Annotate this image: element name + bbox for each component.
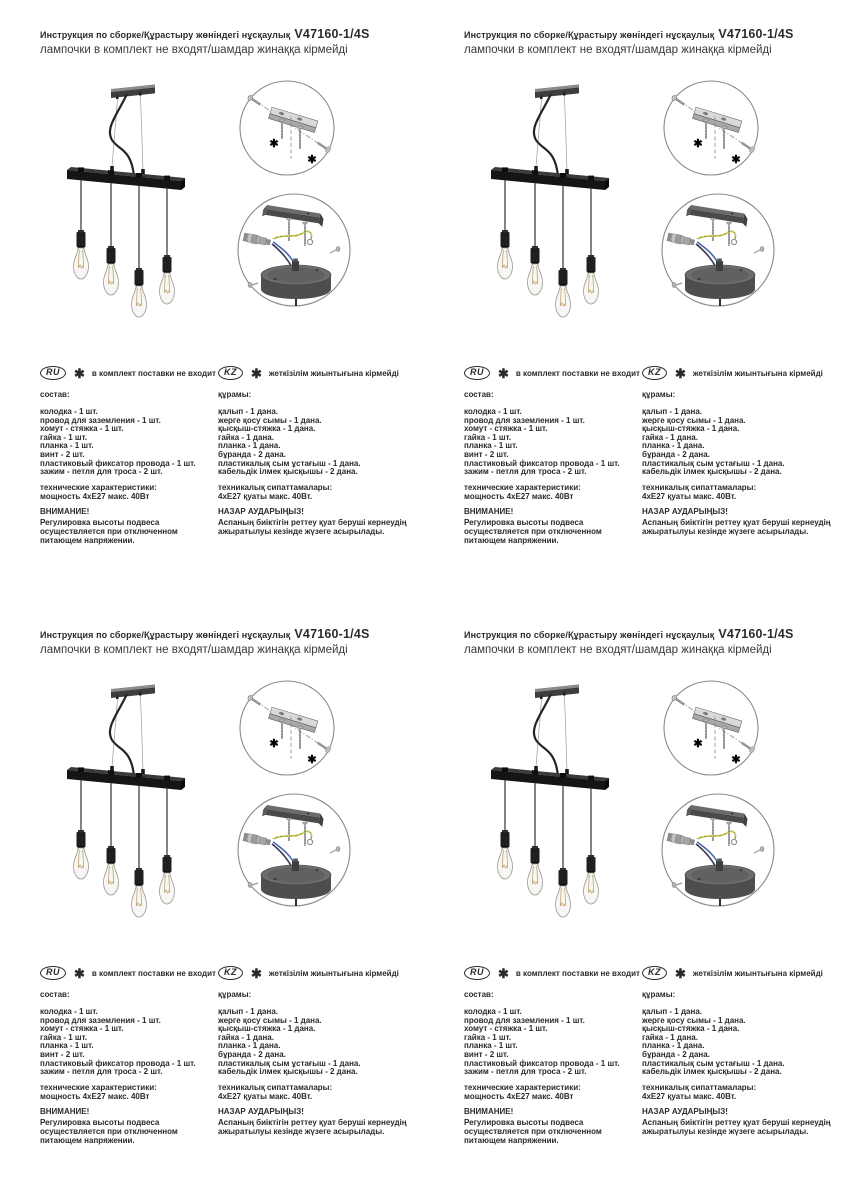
ru-tech-title: технические характеристики: bbox=[40, 482, 157, 492]
sheet-header bbox=[40, 627, 422, 656]
component-list-item: жерге қосу сымы - 1 дана. bbox=[642, 1015, 746, 1025]
component-list-item: бұранда - 2 дана. bbox=[218, 449, 286, 459]
ru-component-list bbox=[40, 408, 216, 477]
language-columns bbox=[464, 965, 844, 1145]
ru-column bbox=[40, 365, 216, 545]
kz-component-list bbox=[218, 408, 420, 477]
kz-column bbox=[642, 965, 844, 1145]
kz-lang-row bbox=[218, 965, 420, 981]
canopy-wiring-detail-drawing bbox=[655, 189, 781, 313]
component-list-item: планка - 1 дана. bbox=[642, 1041, 705, 1051]
lamp-assembly-drawing bbox=[55, 80, 215, 320]
component-list-item: қысқыш-стяжка - 1 дана. bbox=[642, 1024, 740, 1034]
kz-tech-value: 4хЕ27 қуаты макс. 40Вт. bbox=[218, 1091, 313, 1101]
kz-tech-specs bbox=[218, 483, 420, 501]
ru-column bbox=[464, 365, 640, 545]
kz-warning bbox=[218, 1107, 420, 1136]
component-list-item: колодка - 1 шт. bbox=[40, 407, 98, 416]
kz-warning bbox=[642, 507, 844, 536]
ru-column bbox=[40, 965, 216, 1145]
component-list-item: пластикалық сым ұстағыш - 1 дана. bbox=[642, 458, 785, 468]
component-list-item: гайка - 1 шт. bbox=[464, 432, 512, 442]
kz-warning-title: НАЗАР АУДАРЫҢЫЗ! bbox=[642, 506, 728, 516]
kz-warning-title: НАЗАР АУДАРЫҢЫЗ! bbox=[642, 1106, 728, 1116]
kz-column bbox=[218, 965, 420, 1145]
component-list-item: бұранда - 2 дана. bbox=[218, 1049, 286, 1059]
component-list-item: қысқыш-стяжка - 1 дана. bbox=[218, 1024, 316, 1034]
kz-language-badge: KZ bbox=[642, 966, 667, 980]
ru-tech-specs bbox=[464, 483, 640, 501]
asterisk-icon: ✱ bbox=[498, 965, 509, 981]
language-columns bbox=[40, 965, 420, 1145]
ru-list-title: состав: bbox=[40, 990, 70, 999]
ru-warning-text: Регулировка высоты подвеса осуществляется при отключенном питающем напряжении. bbox=[40, 1117, 178, 1145]
title-text: Инструкция по сборке/Құрастыру жөніндегі нұсқаулық bbox=[464, 30, 715, 40]
model-number: V47160-1/4S bbox=[294, 27, 370, 41]
component-list-item: планка - 1 дана. bbox=[642, 441, 705, 451]
component-list-item: жерге қосу сымы - 1 дана. bbox=[642, 415, 746, 425]
component-list-item: кабельдік ілмек қысқышы - 2 дана. bbox=[642, 467, 782, 477]
component-list-item: бұранда - 2 дана. bbox=[642, 449, 710, 459]
ru-list-title: состав: bbox=[464, 390, 494, 399]
kz-tech-specs bbox=[642, 1083, 844, 1101]
ru-list-title: состав: bbox=[464, 990, 494, 999]
title-text: Инструкция по сборке/Құрастыру жөніндегі нұсқаулық bbox=[464, 630, 715, 640]
ru-warning bbox=[40, 1107, 216, 1145]
component-list-item: хомут - стяжка - 1 шт. bbox=[40, 424, 124, 434]
model-number: V47160-1/4S bbox=[718, 27, 794, 41]
canopy-wiring-detail-drawing bbox=[231, 189, 357, 313]
ru-language-badge: RU bbox=[464, 366, 490, 380]
kz-tech-specs bbox=[218, 1083, 420, 1101]
mounting-bracket-detail-drawing bbox=[652, 79, 770, 177]
bulbs-not-included-note: лампочки в комплект не входят/шамдар жинаққа кірмейді bbox=[464, 644, 772, 656]
kz-column bbox=[642, 365, 844, 545]
kz-warning-text: Аспаның биіктігін реттеу қуат беруші кернеудің ажыратылуы кезінде жүзеге асырылады. bbox=[218, 1117, 407, 1136]
kz-tech-title: техникалық сипаттамалары: bbox=[642, 482, 757, 492]
component-list-item: қалып - 1 дана. bbox=[642, 1007, 703, 1016]
ru-warning bbox=[464, 507, 640, 545]
ru-warning-title: ВНИМАНИЕ! bbox=[464, 506, 514, 516]
ru-component-list bbox=[464, 408, 640, 477]
ru-language-badge: RU bbox=[40, 366, 66, 380]
instruction-sheet-1 bbox=[0, 0, 424, 600]
ru-not-included-note: в комплект поставки не входит bbox=[91, 969, 216, 978]
component-list-item: гайка - 1 дана. bbox=[642, 1032, 698, 1042]
kz-lang-row bbox=[642, 965, 844, 981]
ru-column bbox=[464, 965, 640, 1145]
kz-tech-value: 4хЕ27 қуаты макс. 40Вт. bbox=[218, 491, 313, 501]
kz-component-list bbox=[642, 408, 844, 477]
component-list-item: гайка - 1 дана. bbox=[642, 432, 698, 442]
component-list-item: планка - 1 шт. bbox=[40, 441, 94, 451]
ru-warning-text: Регулировка высоты подвеса осуществляется при отключенном питающем напряжении. bbox=[40, 517, 178, 545]
kz-language-badge: KZ bbox=[218, 366, 243, 380]
component-list-item: гайка - 1 шт. bbox=[464, 1032, 512, 1042]
mounting-bracket-detail-drawing bbox=[652, 679, 770, 777]
lamp-assembly-drawing bbox=[479, 680, 639, 920]
ru-tech-specs bbox=[40, 483, 216, 501]
component-list-item: провод для заземления - 1 шт. bbox=[40, 1015, 161, 1025]
kz-language-badge: KZ bbox=[218, 966, 243, 980]
title-text: Инструкция по сборке/Құрастыру жөніндегі нұсқаулық bbox=[40, 630, 291, 640]
component-list-item: қалып - 1 дана. bbox=[218, 407, 279, 416]
ru-tech-title: технические характеристики: bbox=[40, 1082, 157, 1092]
model-number: V47160-1/4S bbox=[718, 627, 794, 641]
ru-component-list bbox=[40, 1008, 216, 1077]
asterisk-icon: ✱ bbox=[74, 365, 85, 381]
component-list-item: зажим - петля для троса - 2 шт. bbox=[464, 467, 587, 477]
mounting-bracket-detail-drawing bbox=[228, 679, 346, 777]
kz-tech-value: 4хЕ27 қуаты макс. 40Вт. bbox=[642, 491, 737, 501]
language-columns bbox=[40, 365, 420, 545]
ru-warning-title: ВНИМАНИЕ! bbox=[40, 1106, 90, 1116]
instruction-sheet-4 bbox=[424, 600, 849, 1200]
bulbs-not-included-note: лампочки в комплект не входят/шамдар жинаққа кірмейді bbox=[40, 644, 348, 656]
ru-language-badge: RU bbox=[464, 966, 490, 980]
ru-language-badge: RU bbox=[40, 966, 66, 980]
kz-warning-title: НАЗАР АУДАРЫҢЫЗ! bbox=[218, 506, 304, 516]
asterisk-icon: ✱ bbox=[675, 965, 686, 981]
kz-lang-row bbox=[642, 365, 844, 381]
model-number: V47160-1/4S bbox=[294, 627, 370, 641]
kz-lang-row bbox=[218, 365, 420, 381]
ru-tech-title: технические характеристики: bbox=[464, 1082, 581, 1092]
kz-list-title: құрамы: bbox=[218, 390, 252, 399]
component-list-item: жерге қосу сымы - 1 дана. bbox=[218, 415, 322, 425]
instruction-sheet-3 bbox=[0, 600, 424, 1200]
component-list-item: винт - 2 шт. bbox=[464, 1049, 509, 1059]
component-list-item: қалып - 1 дана. bbox=[642, 407, 703, 416]
canopy-wiring-detail-drawing bbox=[655, 789, 781, 913]
component-list-item: провод для заземления - 1 шт. bbox=[40, 415, 161, 425]
kz-warning bbox=[642, 1107, 844, 1136]
ru-warning bbox=[40, 507, 216, 545]
ru-list-title: состав: bbox=[40, 390, 70, 399]
lamp-assembly-drawing bbox=[55, 680, 215, 920]
component-list-item: планка - 1 шт. bbox=[40, 1041, 94, 1051]
component-list-item: пластиковый фиксатор провода - 1 шт. bbox=[464, 458, 620, 468]
kz-warning-text: Аспаның биіктігін реттеу қуат беруші кернеудің ажыратылуы кезінде жүзеге асырылады. bbox=[642, 1117, 831, 1136]
assembly-instruction-title bbox=[40, 627, 422, 641]
kz-list-title: құрамы: bbox=[642, 990, 676, 999]
kz-not-included-note: жеткізілім жиынтығына кірмейді bbox=[268, 969, 399, 978]
asterisk-icon: ✱ bbox=[251, 365, 262, 381]
kz-tech-specs bbox=[642, 483, 844, 501]
component-list-item: пластиковый фиксатор провода - 1 шт. bbox=[40, 458, 196, 468]
language-columns bbox=[464, 365, 844, 545]
sheet-header bbox=[40, 27, 422, 56]
component-list-item: гайка - 1 дана. bbox=[218, 1032, 274, 1042]
ru-lang-row bbox=[40, 965, 216, 981]
component-list-item: қалып - 1 дана. bbox=[218, 1007, 279, 1016]
ru-warning-text: Регулировка высоты подвеса осуществляется при отключенном питающем напряжении. bbox=[464, 1117, 602, 1145]
component-list-item: бұранда - 2 дана. bbox=[642, 1049, 710, 1059]
sheet-header bbox=[464, 627, 846, 656]
asterisk-icon: ✱ bbox=[74, 965, 85, 981]
kz-language-badge: KZ bbox=[642, 366, 667, 380]
component-list-item: винт - 2 шт. bbox=[40, 449, 85, 459]
kz-warning-title: НАЗАР АУДАРЫҢЫЗ! bbox=[218, 1106, 304, 1116]
ru-warning-title: ВНИМАНИЕ! bbox=[464, 1106, 514, 1116]
component-list-item: планка - 1 шт. bbox=[464, 1041, 518, 1051]
component-list-item: хомут - стяжка - 1 шт. bbox=[464, 424, 548, 434]
ru-not-included-note: в комплект поставки не входит bbox=[515, 969, 640, 978]
component-list-item: колодка - 1 шт. bbox=[40, 1007, 98, 1016]
title-text: Инструкция по сборке/Құрастыру жөніндегі нұсқаулық bbox=[40, 30, 291, 40]
ru-tech-specs bbox=[40, 1083, 216, 1101]
component-list-item: кабельдік ілмек қысқышы - 2 дана. bbox=[218, 1067, 358, 1077]
ru-tech-value: мощность 4хЕ27 макс. 40Вт bbox=[40, 491, 150, 501]
ru-lang-row bbox=[464, 965, 640, 981]
kz-warning-text: Аспаның биіктігін реттеу қуат беруші кернеудің ажыратылуы кезінде жүзеге асырылады. bbox=[642, 517, 831, 536]
component-list-item: винт - 2 шт. bbox=[464, 449, 509, 459]
ru-tech-title: технические характеристики: bbox=[464, 482, 581, 492]
sheet-header bbox=[464, 27, 846, 56]
kz-component-list bbox=[218, 1008, 420, 1077]
component-list-item: пластиковый фиксатор провода - 1 шт. bbox=[40, 1058, 196, 1068]
component-list-item: хомут - стяжка - 1 шт. bbox=[40, 1024, 124, 1034]
kz-warning-text: Аспаның биіктігін реттеу қуат беруші кернеудің ажыратылуы кезінде жүзеге асырылады. bbox=[218, 517, 407, 536]
asterisk-icon: ✱ bbox=[498, 365, 509, 381]
lamp-assembly-drawing bbox=[479, 80, 639, 320]
component-list-item: қысқыш-стяжка - 1 дана. bbox=[218, 424, 316, 434]
bulbs-not-included-note: лампочки в комплект не входят/шамдар жинаққа кірмейді bbox=[40, 44, 348, 56]
kz-not-included-note: жеткізілім жиынтығына кірмейді bbox=[692, 969, 823, 978]
component-list-item: пластикалық сым ұстағыш - 1 дана. bbox=[642, 1058, 785, 1068]
assembly-instruction-title bbox=[464, 27, 846, 41]
component-list-item: пластикалық сым ұстағыш - 1 дана. bbox=[218, 458, 361, 468]
assembly-instruction-title bbox=[464, 627, 846, 641]
kz-not-included-note: жеткізілім жиынтығына кірмейді bbox=[268, 369, 399, 378]
ru-lang-row bbox=[464, 365, 640, 381]
component-list-item: провод для заземления - 1 шт. bbox=[464, 415, 585, 425]
component-list-item: хомут - стяжка - 1 шт. bbox=[464, 1024, 548, 1034]
kz-tech-title: техникалық сипаттамалары: bbox=[218, 482, 333, 492]
component-list-item: колодка - 1 шт. bbox=[464, 1007, 522, 1016]
kz-tech-title: техникалық сипаттамалары: bbox=[642, 1082, 757, 1092]
component-list-item: кабельдік ілмек қысқышы - 2 дана. bbox=[642, 1067, 782, 1077]
ru-warning-title: ВНИМАНИЕ! bbox=[40, 506, 90, 516]
component-list-item: гайка - 1 шт. bbox=[40, 1032, 88, 1042]
component-list-item: планка - 1 шт. bbox=[464, 441, 518, 451]
kz-warning bbox=[218, 507, 420, 536]
component-list-item: винт - 2 шт. bbox=[40, 1049, 85, 1059]
component-list-item: планка - 1 дана. bbox=[218, 1041, 281, 1051]
assembly-instruction-title bbox=[40, 27, 422, 41]
ru-warning bbox=[464, 1107, 640, 1145]
ru-not-included-note: в комплект поставки не входит bbox=[515, 369, 640, 378]
ru-lang-row bbox=[40, 365, 216, 381]
component-list-item: пластиковый фиксатор провода - 1 шт. bbox=[464, 1058, 620, 1068]
ru-tech-value: мощность 4хЕ27 макс. 40Вт bbox=[464, 1091, 574, 1101]
asterisk-icon: ✱ bbox=[251, 965, 262, 981]
kz-not-included-note: жеткізілім жиынтығына кірмейді bbox=[692, 369, 823, 378]
component-list-item: гайка - 1 дана. bbox=[218, 432, 274, 442]
component-list-item: зажим - петля для троса - 2 шт. bbox=[40, 1067, 163, 1077]
component-list-item: гайка - 1 шт. bbox=[40, 432, 88, 442]
component-list-item: жерге қосу сымы - 1 дана. bbox=[218, 1015, 322, 1025]
component-list-item: кабельдік ілмек қысқышы - 2 дана. bbox=[218, 467, 358, 477]
bulbs-not-included-note: лампочки в комплект не входят/шамдар жинаққа кірмейді bbox=[464, 44, 772, 56]
component-list-item: колодка - 1 шт. bbox=[464, 407, 522, 416]
kz-tech-value: 4хЕ27 қуаты макс. 40Вт. bbox=[642, 1091, 737, 1101]
component-list-item: зажим - петля для троса - 2 шт. bbox=[464, 1067, 587, 1077]
component-list-item: қысқыш-стяжка - 1 дана. bbox=[642, 424, 740, 434]
component-list-item: пластикалық сым ұстағыш - 1 дана. bbox=[218, 1058, 361, 1068]
kz-list-title: құрамы: bbox=[642, 390, 676, 399]
ru-warning-text: Регулировка высоты подвеса осуществляется при отключенном питающем напряжении. bbox=[464, 517, 602, 545]
mounting-bracket-detail-drawing bbox=[228, 79, 346, 177]
instruction-sheet-2 bbox=[424, 0, 849, 600]
ru-tech-specs bbox=[464, 1083, 640, 1101]
kz-component-list bbox=[642, 1008, 844, 1077]
kz-tech-title: техникалық сипаттамалары: bbox=[218, 1082, 333, 1092]
ru-tech-value: мощность 4хЕ27 макс. 40Вт bbox=[40, 1091, 150, 1101]
component-list-item: планка - 1 дана. bbox=[218, 441, 281, 451]
asterisk-icon: ✱ bbox=[675, 365, 686, 381]
component-list-item: провод для заземления - 1 шт. bbox=[464, 1015, 585, 1025]
kz-column bbox=[218, 365, 420, 545]
canopy-wiring-detail-drawing bbox=[231, 789, 357, 913]
component-list-item: зажим - петля для троса - 2 шт. bbox=[40, 467, 163, 477]
kz-list-title: құрамы: bbox=[218, 990, 252, 999]
ru-tech-value: мощность 4хЕ27 макс. 40Вт bbox=[464, 491, 574, 501]
ru-not-included-note: в комплект поставки не входит bbox=[91, 369, 216, 378]
ru-component-list bbox=[464, 1008, 640, 1077]
